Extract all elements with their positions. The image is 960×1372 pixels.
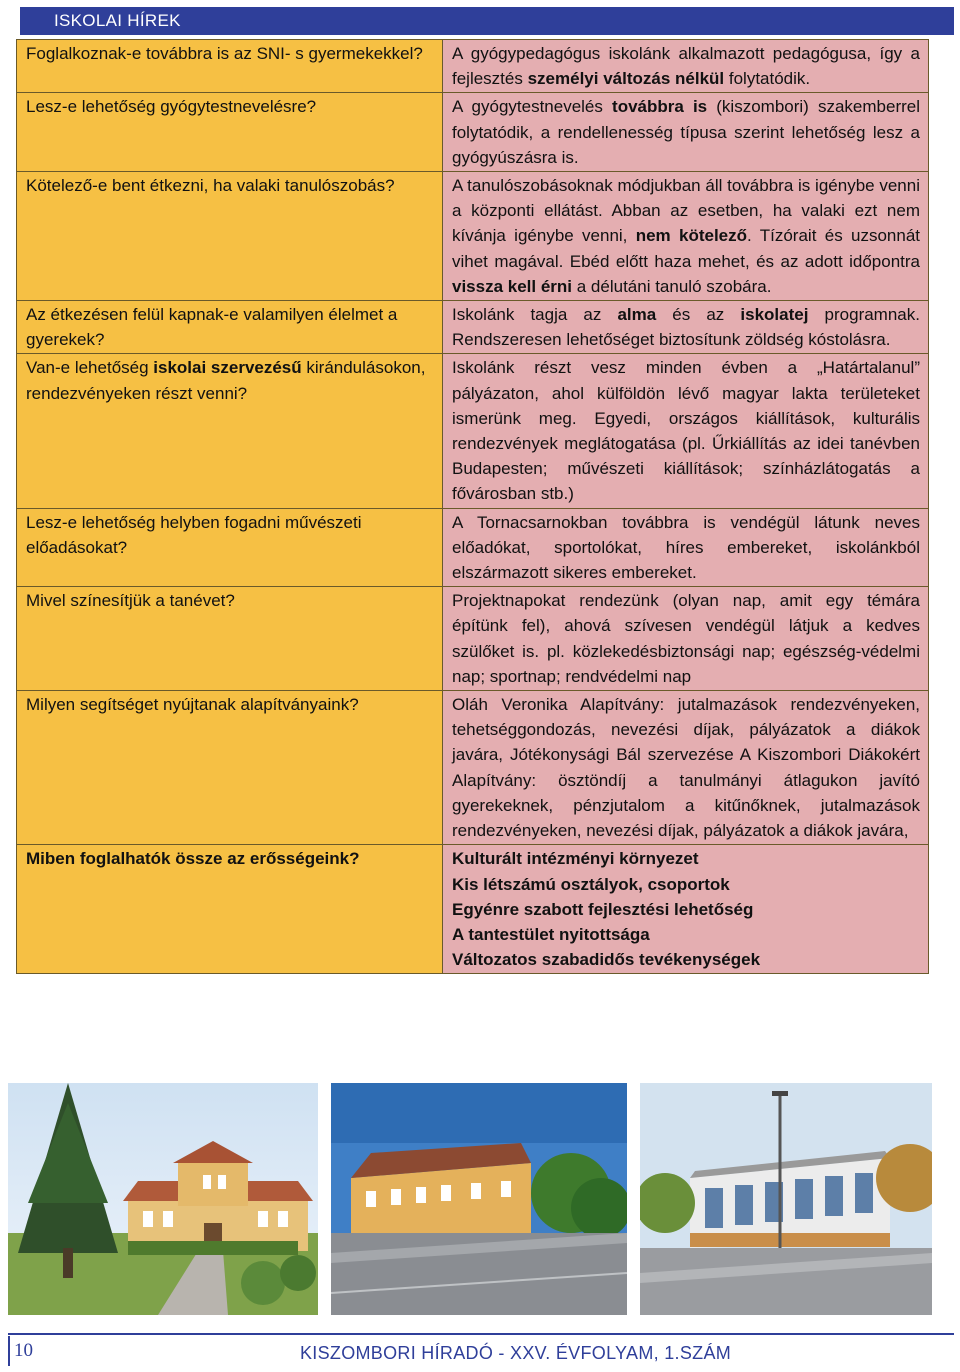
- footer-title: KISZOMBORI HÍRADÓ - XXV. ÉVFOLYAM, 1.SZÁM: [300, 1343, 732, 1363]
- section-title: ISKOLAI HÍREK: [54, 11, 181, 30]
- table-row: [17, 301, 929, 354]
- table-row: [17, 587, 929, 691]
- strength-item: Kulturált intézményi környezet: [452, 849, 699, 869]
- question-cell: Kötelező-e bent étkezni, ha valaki tanulószobás?: [17, 172, 443, 301]
- question-cell: Milyen segítséget nyújtanak alapítványaink?: [17, 691, 443, 845]
- qa-table: [16, 39, 929, 974]
- question-cell: Van-e lehetőség iskolai szervezésű kirándulásokon, rendezvényeken részt venni?: [17, 354, 443, 508]
- sports-hall-photo: [640, 1083, 932, 1315]
- table-row: [17, 172, 929, 301]
- table-row: [17, 93, 929, 172]
- table-row: [17, 354, 929, 508]
- answer-cell: A Tornacsarnokban továbbra is vendégül látunk neves előadókat, sportolókat, híres embereket, iskolánkból elszármazott sikeres embereket.: [443, 508, 929, 587]
- table-row: [17, 40, 929, 93]
- question-cell: Az étkezésen felül kapnak-e valamilyen élelmet a gyerekek?: [17, 301, 443, 354]
- table-row: [17, 508, 929, 587]
- strength-item: Kis létszámú osztályok, csoportok: [452, 874, 730, 894]
- strength-item: A tantestület nyitottsága: [452, 924, 650, 944]
- question-cell: Lesz-e lehetőség helyben fogadni művészeti előadásokat?: [17, 508, 443, 587]
- question-cell: Mivel színesítjük a tanévet?: [17, 587, 443, 691]
- answer-cell: A gyógypedagógus iskolánk alkalmazott pedagógusa, így a fejlesztés személyi változás nélkül folytatódik.: [443, 40, 929, 93]
- answer-cell: A gyógytestnevelés továbbra is (kiszombori) szakemberrel folytatódik, a rendellenesség típusa szerint lehetőség lesz a gyógyúszásra is.: [443, 93, 929, 172]
- answer-cell: Iskolánk részt vesz minden évben a „Határtalanul” pályázaton, ahol külföldön lévő magyar lakta területeket ismerünk meg. Egyedi, országos kiállítások, kulturális rendezvények meglátogatása (pl. Űrkiállítás az idei tanévben Budapesten; művészeti kiállítások; színházlátogatás a fővárosban stb.): [443, 354, 929, 508]
- answer-cell: Iskolánk tagja az alma és az iskolatej programnak. Rendszeresen lehetőséget biztosítunk zöldség kóstolásra.: [443, 301, 929, 354]
- question-cell: Lesz-e lehetőség gyógytestnevelésre?: [17, 93, 443, 172]
- answer-cell: A tanulószobásoknak módjukban áll továbbra is igénybe venni a központi ellátást. Abban az esetben, ha valaki ezt nem kívánja igénybe venni, nem kötelező. Tízórait és uzsonnát vihet magával. Ebéd előtt haza mehet, és az adott időpontra vissza kell érni a délutáni tanuló szobára.: [443, 172, 929, 301]
- schoolyard-photo: [331, 1083, 627, 1315]
- answer-cell: Oláh Veronika Alapítvány: jutalmazások rendezvényeken, tehetséggondozás, nevezési díjak, pályázatok a diákok javára, Jótékonysági Bál szervezése A Kiszombori Diákokért Alapítvány: ösztöndíj a tanulmányi átlagukon javító gyerekeknek, pénzjutalom a kitűnőknek, jutalmazások rendezvényeken, nevezési díjak, pályázatok a diákok javára,: [443, 691, 929, 845]
- answer-cell: Projektnapokat rendezünk (olyan nap, amit egy témára építünk fel), ahová szívesen vendégül látjuk a kedves szülőket is. pl. közlekedésbiztonsági nap; egészség-védelmi nap; sportnap; rendvédelmi nap: [443, 587, 929, 691]
- question-cell: Foglalkoznak-e továbbra is az SNI- s gyermekekkel?: [17, 40, 443, 93]
- footer-divider: [8, 1333, 954, 1335]
- strength-item: Egyénre szabott fejlesztési lehetőség: [452, 899, 754, 919]
- answer-cell: [443, 845, 929, 974]
- school-building-photo: [8, 1083, 318, 1315]
- strength-item: Változatos szabadidős tevékenységek: [452, 950, 761, 970]
- section-header: [20, 7, 954, 35]
- page-number: 10: [8, 1336, 50, 1366]
- photo-strip: [0, 1083, 960, 1318]
- question-cell: Miben foglalhatók össze az erősségeink?: [17, 845, 443, 974]
- table-row: [17, 691, 929, 845]
- table-row: [17, 845, 929, 974]
